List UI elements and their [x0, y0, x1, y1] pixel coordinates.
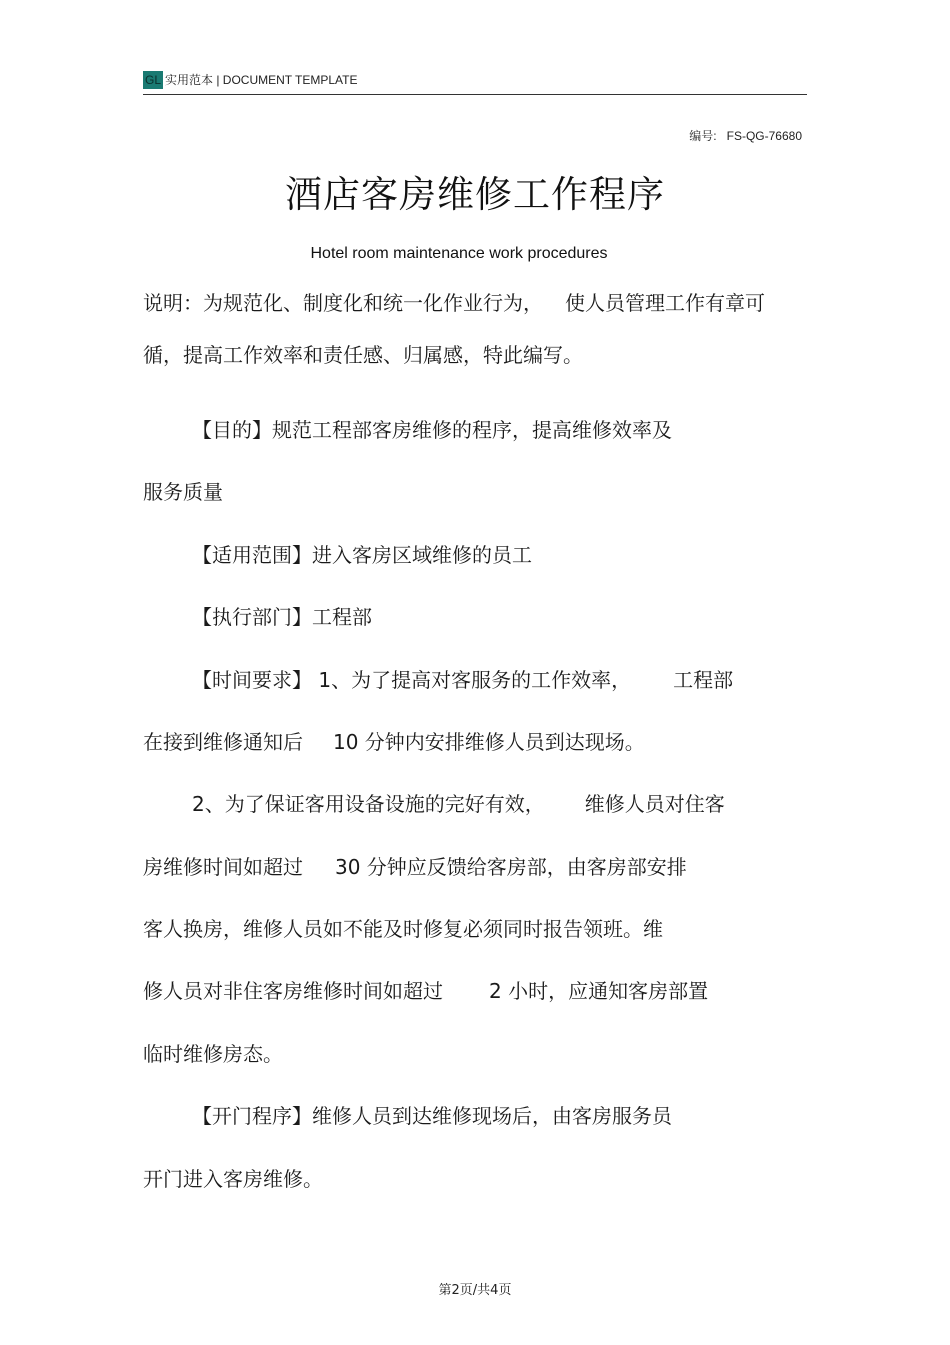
- time-line-5: 客人换房，维修人员如不能及时修复必须同时报告领班。维: [143, 917, 663, 941]
- time-line-4: [143, 853, 687, 881]
- page-subtitle: Hotel room maintenance work procedures: [310, 245, 608, 262]
- purpose-line-1: 【目的】规范工程部客房维修的程序，提高维修效率及: [192, 418, 672, 442]
- page-title: 酒店客房维修工作程序: [285, 173, 665, 216]
- time-text-4a: 房维修时间如超过: [143, 855, 303, 879]
- intro-text-1a: 说明：为规范化、制度化和统一化作业行为，: [143, 291, 543, 315]
- time-text-6a: 修人员对非住客房维修时间如超过: [143, 979, 443, 1003]
- intro-line-2: 循，提高工作效率和责任感、归属感，特此编写。: [143, 343, 583, 367]
- time-text-6b: 2 小时，应通知客房部置: [489, 979, 709, 1003]
- document-number: [689, 127, 802, 144]
- time-text-1a: 【时间要求】 1、为了提高对客服务的工作效率，: [192, 668, 632, 692]
- door-line-2: 开门进入客房维修。: [143, 1167, 323, 1191]
- time-line-1: [192, 666, 733, 694]
- time-text-3a: 2、为了保证客用设备设施的完好有效，: [192, 792, 545, 816]
- scope-line: 【适用范围】进入客房区域维修的员工: [192, 543, 532, 567]
- time-text-1b: 工程部: [673, 668, 734, 692]
- department-line: 【执行部门】工程部: [192, 605, 372, 629]
- purpose-line-2: 服务质量: [143, 480, 223, 504]
- intro-text-1b: 使人员管理工作有章可: [565, 291, 765, 315]
- document-number-value: FS-QG-76680: [726, 129, 802, 143]
- door-line-1: 【开门程序】维修人员到达维修现场后，由客房服务员: [192, 1104, 672, 1128]
- document-number-label: 编号:: [689, 129, 717, 143]
- time-text-4b: 30 分钟应反馈给客房部，由客房部安排: [335, 855, 687, 879]
- time-line-6: [143, 977, 708, 1005]
- time-line-2: [143, 728, 645, 756]
- intro-line-1: [143, 289, 765, 317]
- page-number: 第2页/共4页: [438, 1283, 512, 1298]
- time-text-2b: 10 分钟内安排维修人员到达现场。: [333, 730, 645, 754]
- gl-logo: GL: [145, 73, 162, 87]
- time-line-3: [192, 790, 725, 818]
- page-header: [143, 70, 807, 95]
- time-text-3b: 维修人员对住客: [584, 792, 725, 816]
- time-text-2a: 在接到维修通知后: [143, 730, 303, 754]
- header-text: 实用范本 | DOCUMENT TEMPLATE: [165, 73, 358, 87]
- time-line-7: 临时维修房态。: [143, 1042, 283, 1066]
